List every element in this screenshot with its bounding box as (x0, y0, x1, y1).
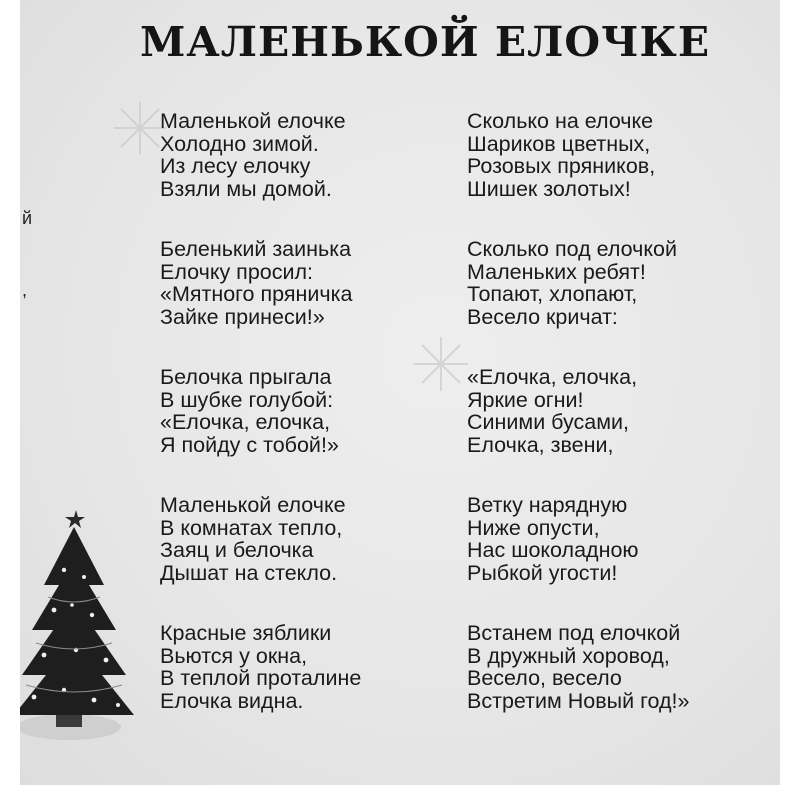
poem-line: Топают, хлопают, (467, 282, 638, 306)
poem-line: Сколько под елочкой (467, 237, 677, 261)
poem-line: Взяли мы домой. (160, 176, 332, 201)
poem-line: Нас шоколадною (467, 538, 639, 562)
poem-line: В комнатах тепло, (160, 515, 343, 540)
poem-line: Розовых пряников, (467, 154, 656, 178)
poem-line: Елочку просил: (160, 259, 314, 284)
poem-line: Синими бусами, (467, 410, 630, 434)
poem-line: Белочка прыгала (160, 365, 332, 389)
stanza (160, 622, 460, 712)
poem-line: Дышат на стекло. (160, 560, 338, 585)
poem-line: «Мятного пряничка (160, 282, 353, 306)
poem-line: Вьются у окна, (160, 643, 308, 668)
printed-page (20, 0, 780, 785)
stanza (467, 110, 780, 200)
poem-line: Ветку нарядную (467, 493, 628, 517)
poem-line: Шариков цветных, (467, 131, 651, 156)
poem-line: Красные зяблики (160, 621, 332, 645)
margin-fragment-letter: й (22, 208, 33, 228)
poem-line: «Елочка, елочка, (467, 365, 638, 389)
poem-line: В дружный хоровод, (467, 643, 670, 668)
poem-line: Маленькой елочке (160, 109, 346, 133)
poem-line: Маленьких ребят! (467, 259, 646, 284)
poem-line: Заяц и белочка (160, 538, 314, 562)
poem-line: Ниже опусти, (467, 515, 600, 540)
poem-line: Елочка, звени, (467, 432, 614, 457)
poem-line: Зайке принеси!» (160, 304, 325, 329)
stanza (160, 494, 460, 584)
poem-line: Сколько на елочке (467, 109, 654, 133)
poem-column-right (467, 110, 780, 750)
poem-line: Весело кричат: (467, 304, 618, 329)
poem-line: Беленький заинька (160, 237, 352, 261)
poem-line: Шишек золотых! (467, 176, 631, 201)
poem-line: Рыбкой угости! (467, 560, 618, 585)
stanza (160, 366, 460, 456)
poem-line: «Елочка, елочка, (160, 410, 331, 434)
stanza (467, 622, 780, 712)
margin-fragment-comma: , (22, 280, 28, 300)
stanza (160, 238, 460, 328)
poem-line: Яркие огни! (467, 387, 584, 412)
poem-line: Маленькой елочке (160, 493, 346, 517)
christmas-tree-icon (20, 505, 139, 755)
poem-line: Холодно зимой. (160, 131, 319, 156)
stanza (467, 238, 780, 328)
poem-line: В шубке голубой: (160, 387, 334, 412)
poem-title: МАЛЕНЬКОЙ ЕЛОЧКЕ (140, 18, 711, 66)
stanza (467, 494, 780, 584)
poem-line: Я пойду с тобой!» (160, 432, 339, 457)
poem-column-left (160, 110, 460, 750)
stanza (467, 366, 780, 456)
poem-line: Весело, весело (467, 666, 622, 690)
poem-line: Встретим Новый год!» (467, 688, 690, 713)
poem-line: В теплой проталине (160, 666, 362, 690)
poem-line: Встанем под елочкой (467, 621, 681, 645)
poem-line: Елочка видна. (160, 688, 304, 713)
poem-line: Из лесу елочку (160, 154, 311, 178)
stanza (160, 110, 460, 200)
